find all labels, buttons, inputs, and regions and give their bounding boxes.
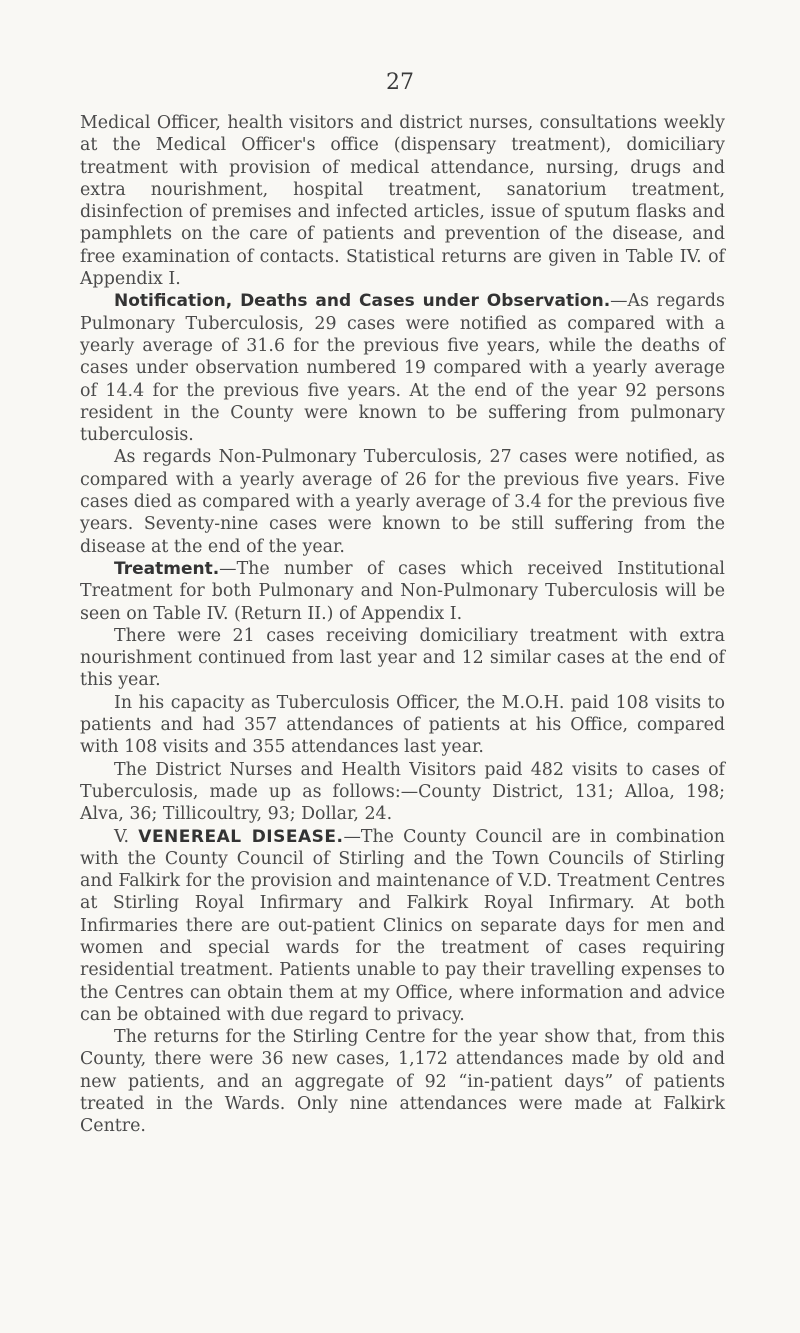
paragraph-treatment-overview: Medical Officer, health visitors and district nurses, consultations weekly at the Medical Officer's office (dispensary treatment), domiciliary treatment with provision of medical attendance, nursing, drugs and extra nourishment, hospital treatment, sanatorium treatment, disinfection of premises and infected articles, issue of sputum flasks and pamphlets on the care of patients and prevention of the disease, and free examination of contacts. Statistical returns are given in Table IV. of Appendix I. <box>80 113 725 290</box>
section-number: V. <box>114 826 130 847</box>
paragraph-domiciliary: There were 21 cases receiving domiciliary treatment with extra nourishment continued from last year and 12 similar cases at the end of this year. <box>80 625 725 691</box>
paragraph-venereal-disease <box>80 826 725 1027</box>
page-number: 27 <box>386 70 414 95</box>
section-heading-treatment: Treatment. <box>114 558 220 579</box>
body-text <box>80 112 725 1138</box>
paragraph-venereal-disease-body: —The County Council are in combination with the County Council of Stirling and the Town Councils of Stirling and Falkirk for the provision and maintenance of V.D. Treatment Centres at Stirling Royal Infirmary and Falkirk Royal Infirmary. At both Infirmaries there are out-patient Clinics on separate days for men and women and special wards for the treatment of cases requiring residential treatment. Patients unable to pay their travelling expenses to the Centres can obtain them at my Office, where information and advice can be obtained with due regard to privacy. <box>80 826 726 1025</box>
paragraph-treatment-body: —The number of cases which received Institutional Treatment for both Pulmonary and Non-Pulmonary Tuberculosis will be seen on Table IV. (Return II.) of Appendix I. <box>80 558 725 624</box>
paragraph-district-nurses: The District Nurses and Health Visitors paid 482 visits to cases of Tuberculosis, made up as follows:—County District, 131; Alloa, 198; Alva, 36; Tillicoultry, 93; Dollar, 24. <box>80 759 725 825</box>
paragraph-notification <box>80 290 725 446</box>
section-heading-venereal-disease: VENEREAL DISEASE. <box>138 826 344 847</box>
paragraph-notification-body: —As regards Pulmonary Tuberculosis, 29 cases were notified as compared with a yearly average of 31.6 for the previous five years, while the deaths of cases under observation numbered 19 compared with a yearly average of 14.4 for the previous five years. At the end of the year 92 persons resident in the County were known to be suffering from pulmonary tuberculosis. <box>80 291 725 446</box>
paragraph-stirling-returns: The returns for the Stirling Centre for the year show that, from this County, there were 36 new cases, 1,172 attendances made by old and new patients, and an aggregate of 92 “in-patient days” of patients treated in the Wards. Only nine attendances were made at Falkirk Centre. <box>80 1027 725 1137</box>
section-heading-notification: Notification, Deaths and Cases under Observation. <box>114 291 611 312</box>
paragraph-treatment <box>80 558 725 625</box>
paragraph-non-pulmonary: As regards Non-Pulmonary Tuberculosis, 27 cases were notified, as compared with a yearly average of 26 for the previous five years. Five cases died as compared with a yearly average of 3.4 for the previous five years. Seventy-nine cases were known to be still suffering from the disease at the end of the year. <box>80 447 725 557</box>
paragraph-tuberculosis-officer: In his capacity as Tuberculosis Officer, the M.O.H. paid 108 visits to patients and had 357 attendances of patients at his Office, compared with 108 visits and 355 attendances last year. <box>80 692 725 758</box>
